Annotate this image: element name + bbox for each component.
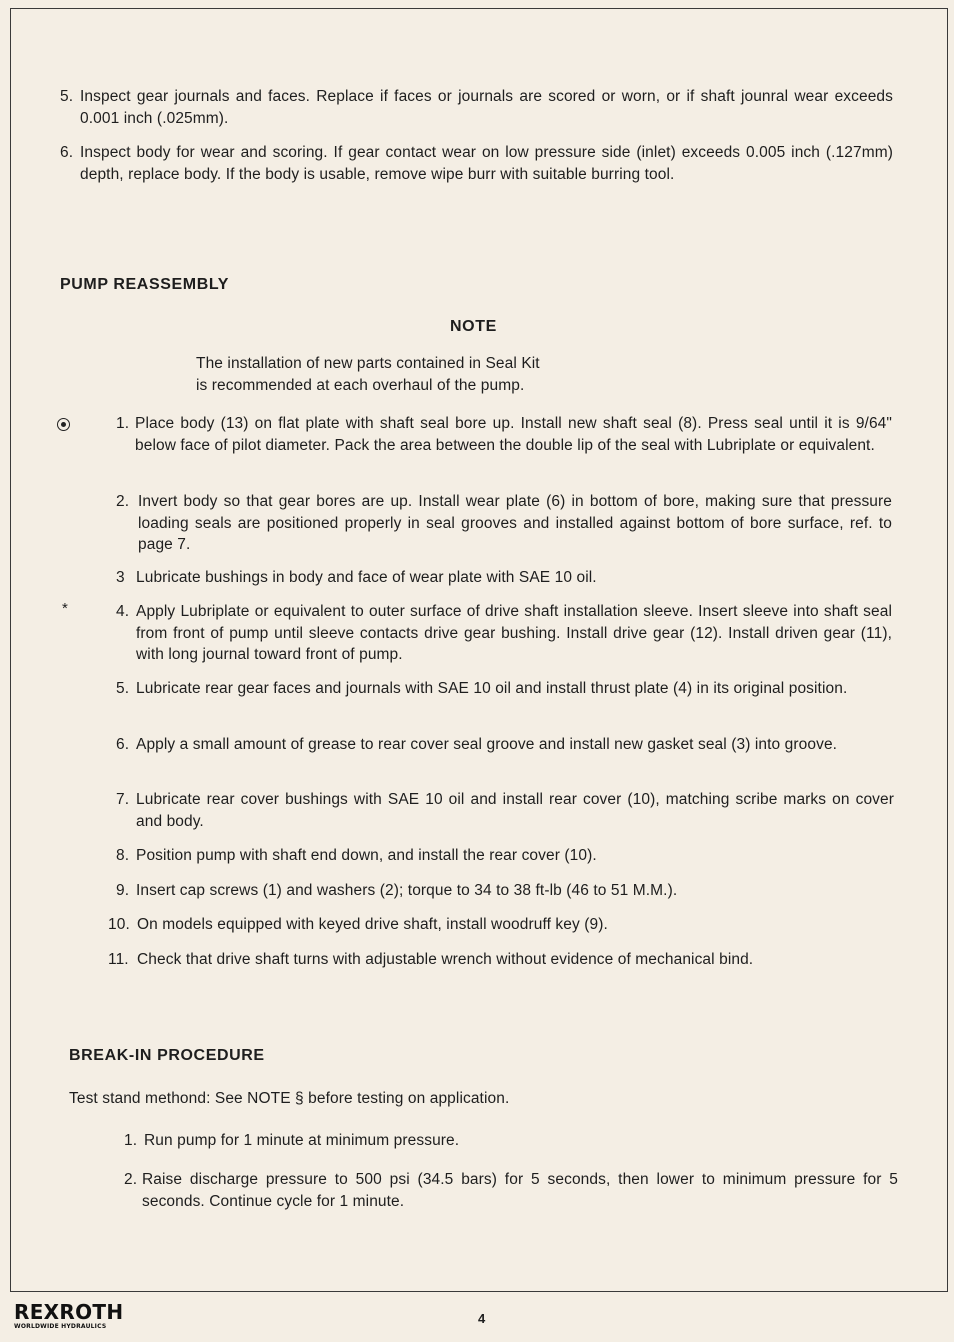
step-text: Position pump with shaft end down, and install the rear cover (10). [136,847,597,864]
step-text: Raise discharge pressure to 500 psi (34.5 bars) for 5 seconds, then lower to minimum pressure for 5 seconds. Continue cycle for 1 minute. [142,1171,898,1210]
step-number: 1. [116,415,130,432]
reassembly-step-1 [116,413,892,456]
item-number: 5. [60,88,74,105]
note-line-2: is recommended at each overhaul of the pump. [196,376,525,394]
inspection-item-5 [60,86,893,129]
inspection-item-6 [60,142,893,185]
step-text: Invert body so that gear bores are up. Install wear plate (6) in bottom of bore, making sure that pressure loading seals are positioned properly in seal grooves and installed against bottom of bore surface, ref. to page 7. [138,493,892,553]
section-heading-pump-reassembly: PUMP REASSEMBLY [60,276,230,293]
reassembly-step-2 [116,491,892,556]
rexroth-logo [14,1302,123,1330]
item-text: Inspect gear journals and faces. Replace if faces or journals are scored or worn, or if shaft jounral wear exceeds 0.001 inch (.025mm). [80,88,893,127]
reassembly-step-11 [108,949,896,971]
break-in-step-2 [124,1169,898,1212]
step-text: Check that drive shaft turns with adjustable wrench without evidence of mechanical bind. [137,951,754,968]
step-number: 10. [108,916,130,933]
item-text: Inspect body for wear and scoring. If gear contact wear on low pressure side (inlet) exceeds 0.005 inch (.127mm) depth, replace body. If the body is usable, remove wipe burr with suitable burring tool. [80,144,893,183]
step-number: 1. [124,1132,138,1149]
step-text: Apply a small amount of grease to rear cover seal groove and install new gasket seal (3) into groove. [136,736,838,753]
reassembly-step-3 [116,567,892,589]
step-number: 5. [116,680,130,697]
step-text: On models equipped with keyed drive shaft, install woodruff key (9). [137,916,608,933]
step-number: 4. [116,603,130,620]
brand-name: REXROTH [14,1300,124,1324]
step-number: 11. [108,951,129,968]
break-in-step-1 [124,1130,898,1152]
step-text: Apply Lubriplate or equivalent to outer surface of drive shaft installation sleeve. Insert sleeve into shaft seal from front of pump until sleeve contacts drive gear bushing. Install drive gear (12). Install driven gear (11), with long journal toward front of pump. [136,603,892,663]
note-title: NOTE [450,318,497,335]
section-heading-break-in: BREAK-IN PROCEDURE [69,1047,265,1064]
target-marker-icon [57,418,70,431]
reassembly-step-10 [108,914,896,936]
step-number: 7. [116,791,130,808]
brand-tagline: WORLDWIDE HYDRAULICS [14,1323,107,1330]
step-number: 2. [116,493,130,510]
step-number: 9. [116,882,130,899]
step-number: 3 [116,569,125,586]
step-text: Lubricate rear gear faces and journals with SAE 10 oil and install thrust plate (4) in its original position. [136,680,848,697]
step-text: Run pump for 1 minute at minimum pressure. [144,1132,460,1149]
step-text: Place body (13) on flat plate with shaft seal bore up. Install new shaft seal (8). Press seal until it is 9/64" below face of pilot diameter. Pack the area between the double lip of the seal with Lubriplate or equivalent. [135,415,892,454]
reassembly-step-8 [116,845,894,867]
reassembly-step-5 [116,678,892,700]
break-in-intro: Test stand methond: See NOTE § before testing on application. [69,1090,510,1107]
note-text [196,353,540,396]
step-text: Insert cap screws (1) and washers (2); torque to 34 to 38 ft-lb (46 to 51 M.M.). [136,882,678,899]
reassembly-step-9 [116,880,894,902]
reassembly-step-4 [116,601,892,666]
page-number: 4 [478,1311,486,1326]
star-marker: * [62,600,68,617]
step-number: 2. [124,1171,138,1188]
reassembly-step-7 [116,789,894,832]
step-text: Lubricate rear cover bushings with SAE 10 oil and install rear cover (10), matching scribe marks on cover and body. [136,791,894,830]
reassembly-step-6 [116,734,894,756]
step-text: Lubricate bushings in body and face of wear plate with SAE 10 oil. [136,569,597,586]
note-line-1: The installation of new parts contained in Seal Kit [196,355,540,372]
item-number: 6. [60,144,74,161]
step-number: 8. [116,847,130,864]
step-number: 6. [116,736,130,753]
